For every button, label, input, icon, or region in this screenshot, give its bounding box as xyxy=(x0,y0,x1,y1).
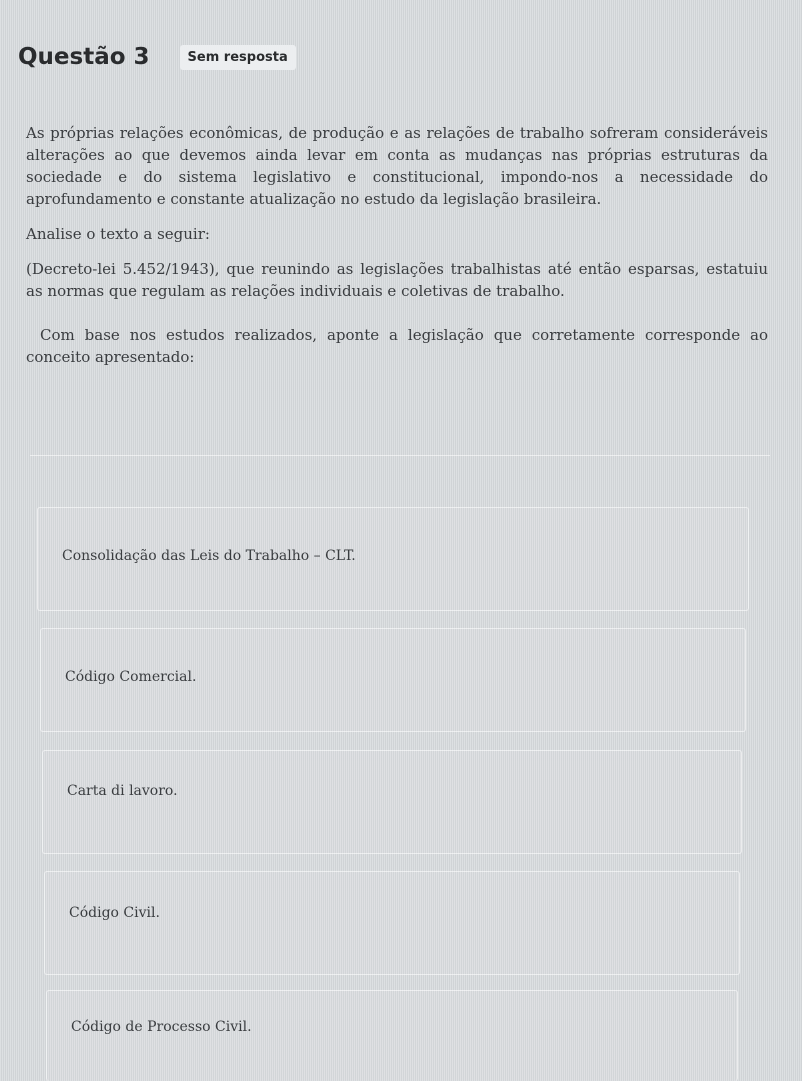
answer-option-b[interactable] xyxy=(40,628,746,732)
question-header xyxy=(18,44,296,70)
question-title: Questão 3 xyxy=(18,44,150,70)
answer-option-c[interactable] xyxy=(42,750,742,854)
statement-intro: As próprias relações econômicas, de produção e as relações de trabalho sofreram consideráveis alterações ao que devemos ainda levar em conta as mudanças nas próprias estruturas da sociedade e do sistema legislativo e constitucional, impondo-nos a necessidade do aprofundamento e constante atualização no estudo da legislação brasileira. xyxy=(26,124,768,208)
answer-option-label: Consolidação das Leis do Trabalho – CLT. xyxy=(62,548,356,564)
statement-question: Com base nos estudos realizados, aponte a legislação que corretamente corresponde ao conceito apresentado: xyxy=(26,326,768,366)
statement-quote: (Decreto-lei 5.452/1943), que reunindo as legislações trabalhistas até então esparsas, estatuiu as normas que regulam as relações individuais e coletivas de trabalho. xyxy=(26,260,768,300)
answer-option-label: Código Comercial. xyxy=(65,669,197,685)
divider xyxy=(30,455,770,456)
status-badge: Sem resposta xyxy=(180,45,296,70)
answer-option-label: Código de Processo Civil. xyxy=(71,1019,252,1035)
answer-option-label: Código Civil. xyxy=(69,905,160,921)
answer-option-label: Carta di lavoro. xyxy=(67,783,178,799)
answer-option-d[interactable] xyxy=(44,871,740,975)
statement-instruction: Analise o texto a seguir: xyxy=(26,225,210,243)
question-statement xyxy=(26,122,768,368)
answer-option-a[interactable] xyxy=(37,507,749,611)
answer-option-e[interactable] xyxy=(46,990,738,1081)
